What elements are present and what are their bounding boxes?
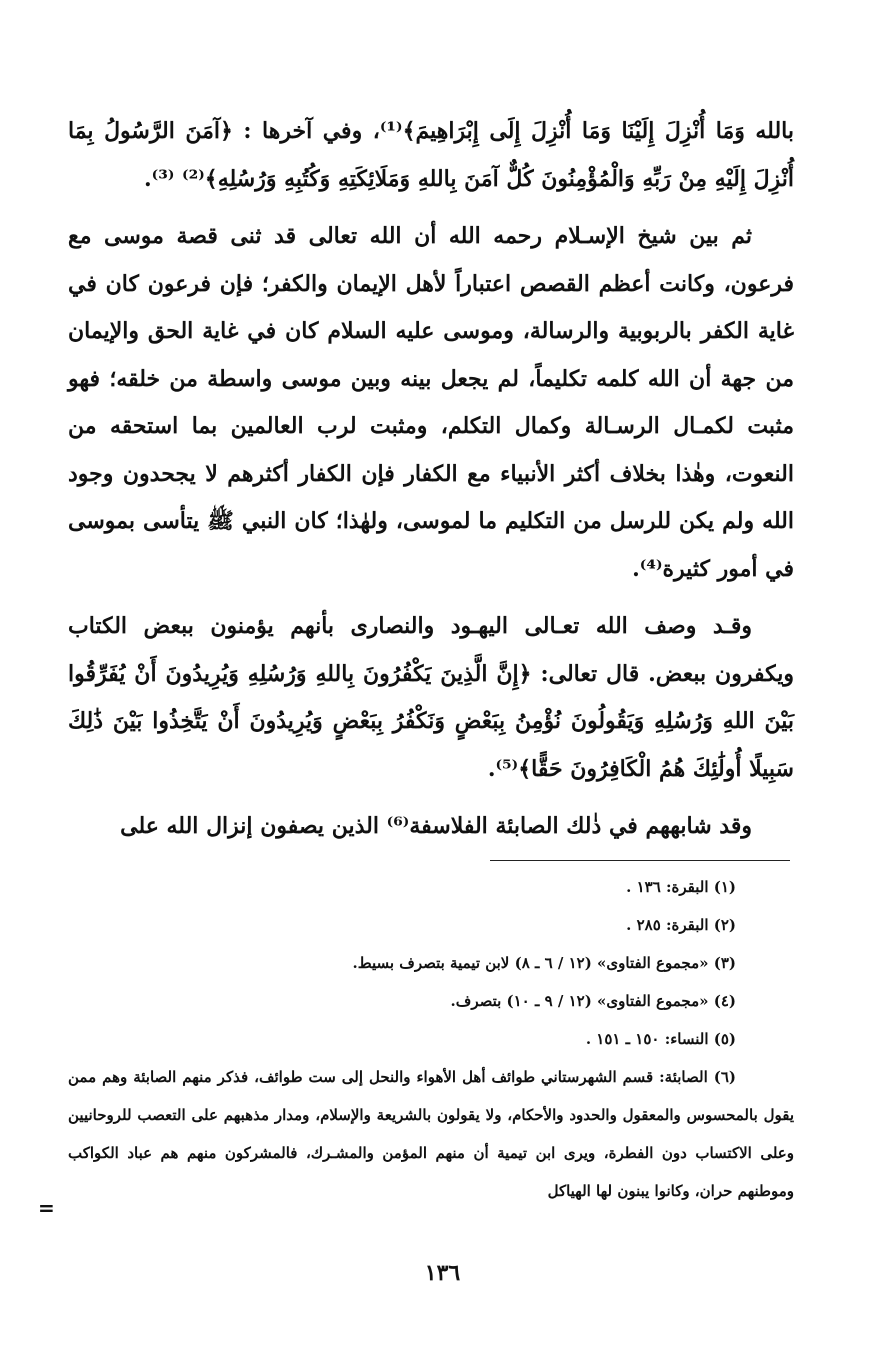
continuation-mark: = <box>38 1196 55 1220</box>
footnote-divider <box>490 860 790 861</box>
footnote-2: (٢) البقرة: ٢٨٥ . <box>626 916 736 934</box>
footnote-6: (٦) الصابئة: قسم الشهرستاني طوائف أهل الأهواء والنحل إلى ست طوائف، فذكر منهم الصابئة وهم ممن يقول بالمحسوس والمعقول والحدود والأحكام، ولا يقولون بالشريعة والإسلام، ومدار مذهبهم على التعصب للروحانيين وعلى الاكتساب دون الفطرة، ويرى ابن تيمية أن منهم المؤمن والمشـرك، فالمشركون منهم هم عباد الكواكب وموطنهم حران، وكانوا يبنون لها الهياكل <box>68 1068 794 1200</box>
footnote-5: (٥) النساء: ١٥٠ ـ ١٥١ . <box>585 1030 736 1048</box>
paragraph-3: وقـد وصف الله تعـالى اليهـود والنصارى بأنهم يؤمنون ببعض الكتاب ويكفرون ببعض. قال تعالى: ﴿إِنَّ الَّذِينَ يَكْفُرُونَ بِاللهِ وَرُسُلِهِ وَيُرِيدُونَ أَنْ يُفَرِّقُوا بَيْنَ اللهِ وَرُسُلِهِ وَيَقُولُونَ نُؤْمِنُ بِبَعْضٍ وَنَكْفُرُ بِبَعْضٍ وَيُرِيدُونَ أَنْ يَتَّخِذُوا بَيْنَ ذَٰلِكَ سَبِيلًا أُولَٰئِكَ هُمُ الْكَافِرُونَ حَقًّا﴾⁽⁵⁾. <box>68 613 794 782</box>
main-text <box>68 108 794 861</box>
footnote-1: (١) البقرة: ١٣٦ . <box>626 878 736 896</box>
paragraph-2: ثم بين شيخ الإسـلام رحمه الله أن الله تعالى قد ثنى قصة موسى مع فرعون، وكانت أعظم القصص اعتباراً لأهل الإيمان والكفر؛ فإن فرعون كان في غاية الكفر بالربوبية والرسالة، وموسى عليه السلام كان في غاية الحق والإيمان من جهة أن الله كلمه تكليماً، لم يجعل بينه وبين موسى واسطة من خلقه؛ فهو مثبت لكمـال الرسـالة وكمال التكلم، ومثبت لرب العالمين بما استحقه من النعوت، وهٰذا بخلاف أكثر الأنبياء مع الكفار فإن الكفار أكثرهم لا يجحدون وجود الله ولم يكن للرسل من التكليم ما لموسى، ولهٰذا؛ كان النبي ﷺ يتأسى بموسى في أمور كثيرة⁽⁴⁾. <box>68 223 794 582</box>
page-number: ١٣٦ <box>424 1260 461 1286</box>
paragraph-4: وقد شابههم في ذٰلك الصابئة الفلاسفة⁽⁶⁾ الذين يصفون إنزال الله على <box>120 813 752 839</box>
footnote-4: (٤) «مجموع الفتاوى» (١٢ / ٩ ـ ١٠) بتصرف. <box>450 992 736 1010</box>
footnote-3: (٣) «مجموع الفتاوى» (١٢ / ٦ ـ ٨) لابن تيمية بتصرف بسيط. <box>352 954 736 972</box>
paragraph-1: بالله وَمَا أُنْزِلَ إِلَيْنَا وَمَا أُنْزِلَ إِلَى إِبْرَاهِيمَ﴾⁽¹⁾، وفي آخرها : ﴿آمَنَ الرَّسُولُ بِمَا أُنْزِلَ إِلَيْهِ مِنْ رَبِّهِ وَالْمُؤْمِنُونَ كُلٌّ آمَنَ بِاللهِ وَمَلَائِكَتِهِ وَكُتُبِهِ وَرُسُلِهِ﴾⁽²⁾ ⁽³⁾. <box>68 118 794 192</box>
footnotes <box>68 868 794 1210</box>
